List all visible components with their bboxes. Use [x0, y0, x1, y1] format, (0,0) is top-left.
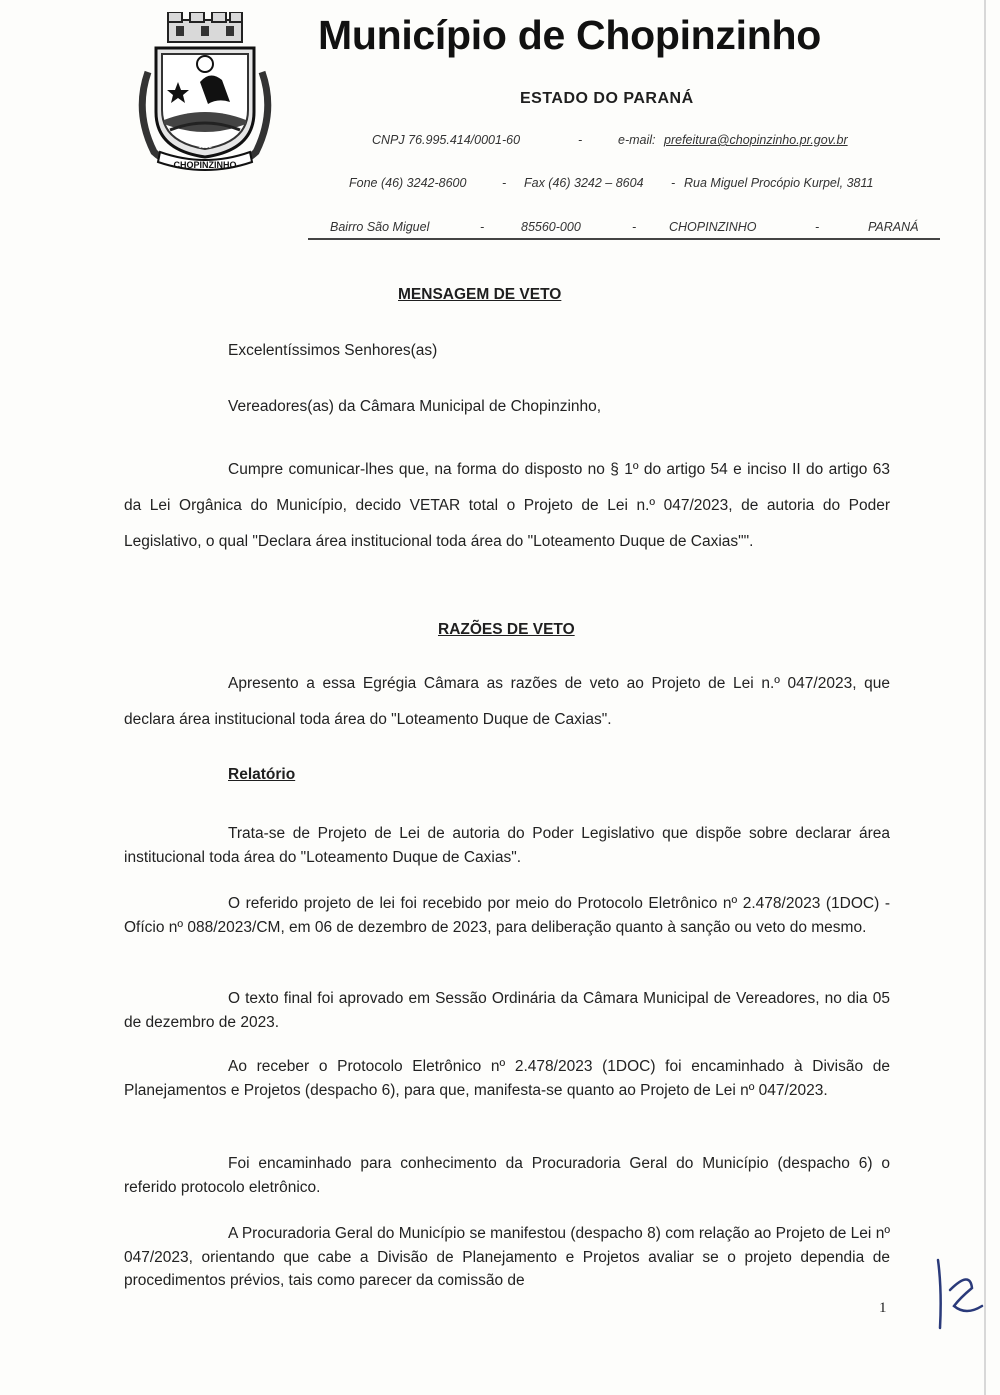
header-cnpj: CNPJ 76.995.414/0001-60	[372, 133, 521, 147]
header-district: Bairro São Miguel	[330, 220, 430, 234]
report-heading: Relatório	[228, 766, 296, 783]
salutation-line-1: Excelentíssimos Senhores(as)	[228, 342, 438, 359]
header-city: CHOPINZINHO	[669, 220, 757, 234]
report-paragraph-1: Trata-se de Projeto de Lei de autoria do Poder Legislativo que dispõe sobre declarar área institucional toda área do "Loteamento Duque de Caxias".	[124, 825, 890, 866]
header-divider	[308, 238, 940, 240]
reasons-intro-paragraph: Apresento a essa Egrégia Câmara as razões de veto ao Projeto de Lei n.º 047/2023, que declara área institucional toda área do "Loteamento Duque de Caxias".	[124, 675, 890, 728]
header-separator: -	[502, 176, 507, 190]
header-separator: -	[815, 220, 820, 234]
report-paragraph-6: A Procuradoria Geral do Município se manifestou (despacho 8) com relação ao Projeto de Lei nº 047/2023, orientando que cabe a Divisão de Planejamento e Projetos avaliar se o projeto dependia de procedimentos prévios, tais como parecer da comissão de	[124, 1225, 890, 1289]
intro-paragraph: Cumpre comunicar-lhes que, na forma do disposto no § 1º do artigo 54 e inciso II do artigo 63 da Lei Orgânica do Município, decido VETAR total o Projeto de Lei n.º 047/2023, de autoria do Poder Legislativo, o qual "Declara área institucional toda área do "Loteamento Duque de Caxias"".	[124, 461, 890, 550]
salutation-line-2: Vereadores(as) da Câmara Municipal de Chopinzinho,	[228, 398, 602, 415]
header-email-label: e-mail:	[618, 133, 656, 147]
header-separator: -	[671, 176, 676, 190]
header-phone: Fone (46) 3242-8600	[349, 176, 467, 190]
header-fax: Fax (46) 3242 – 8604	[524, 176, 644, 190]
report-paragraph-4: Ao receber o Protocolo Eletrônico nº 2.478/2023 (1DOC) foi encaminhado à Divisão de Planejamentos e Projetos (despacho 6), para que, manifesta-se quanto ao Projeto de Lei nº 047/2023.	[124, 1058, 890, 1099]
document-title: MENSAGEM DE VETO	[398, 286, 562, 303]
header-email-link[interactable]: prefeitura@chopinzinho.pr.gov.br	[664, 133, 848, 147]
crest-ribbon-text: CHOPINZINHO	[173, 160, 237, 170]
municipal-crest-icon	[130, 12, 280, 177]
report-paragraph-5: Foi encaminhado para conhecimento da Procuradoria Geral do Município (despacho 6) o referido protocolo eletrônico.	[124, 1155, 890, 1196]
initials-signature-icon	[920, 1250, 990, 1330]
header-separator: -	[480, 220, 485, 234]
report-paragraph-2: O referido projeto de lei foi recebido por meio do Protocolo Eletrônico nº 2.478/2023 (1DOC) - Ofício nº 088/2023/CM, em 06 de dezembro de 2023, para deliberação quanto à sanção ou veto do mesmo.	[124, 895, 890, 936]
municipality-title: Município de Chopinzinho	[318, 12, 821, 58]
report-paragraph-3: O texto final foi aprovado em Sessão Ordinária da Câmara Municipal de Vereadores, no dia 05 de dezembro de 2023.	[124, 990, 890, 1031]
state-name: ESTADO DO PARANÁ	[520, 90, 694, 107]
header-zip: 85560-000	[521, 220, 581, 234]
page-edge	[984, 0, 986, 1395]
header-street: Rua Miguel Procópio Kurpel, 3811	[684, 176, 874, 190]
crest-date-text: 1955	[198, 144, 212, 150]
header-separator: -	[632, 220, 637, 234]
page-number: 1	[879, 1300, 887, 1316]
header-uf: PARANÁ	[868, 220, 919, 234]
header-separator: -	[578, 133, 583, 147]
reasons-heading: RAZÕES DE VETO	[438, 621, 575, 638]
